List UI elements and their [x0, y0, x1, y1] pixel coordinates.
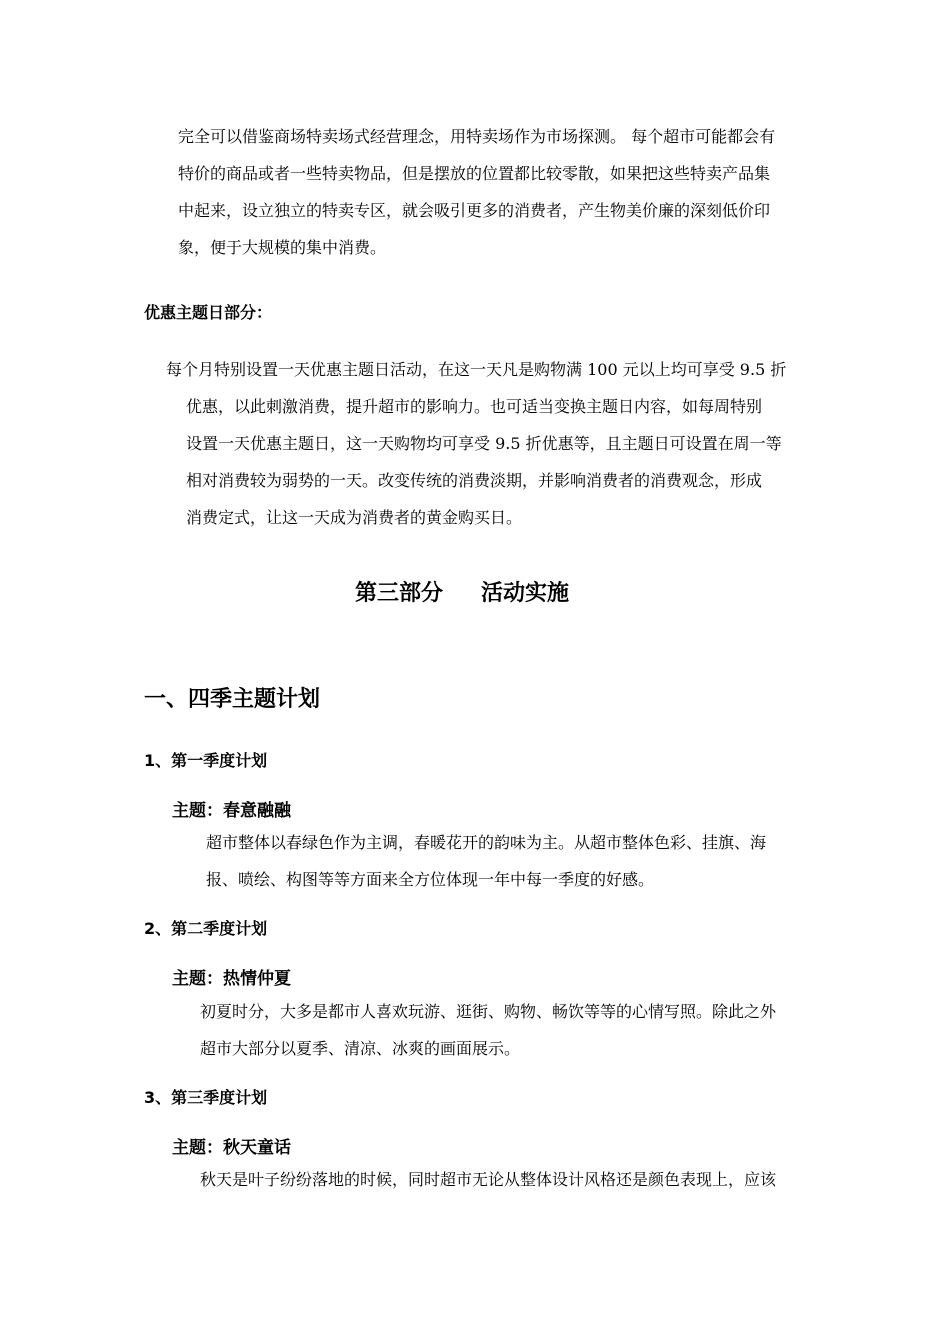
- text-line: 象，便于大规模的集中消费。: [178, 238, 387, 257]
- text-line: 超市整体以春绿色作为主调，春暖花开的韵味为主。从超市整体色彩、挂旗、海: [206, 833, 767, 852]
- q3-paragraph: [200, 1161, 806, 1198]
- q2-paragraph: [200, 993, 806, 1067]
- text-line: 报、喷绘、构图等等方面来全方位体现一年中每一季度的好感。: [206, 870, 655, 889]
- discount-paragraph: [166, 351, 806, 536]
- part-title: [355, 576, 569, 607]
- theme-heading: 主题：热情仲夏: [172, 969, 291, 989]
- intro-paragraph: [178, 118, 806, 266]
- text-line: 秋天是叶子纷纷落地的时候，同时超市无论从整体设计风格还是颜色表现上，应该: [200, 1170, 777, 1189]
- theme-heading: 主题：秋天童话: [172, 1138, 291, 1158]
- text-line: 特价的商品或者一些特卖物品，但是摆放的位置都比较零散，如果把这些特卖产品集: [178, 164, 771, 183]
- text-line: 完全可以借鉴商场特卖场式经营理念，用特卖场作为市场探测。 每个超市可能都会有: [178, 127, 776, 146]
- text-line: 消费定式，让这一天成为消费者的黄金购买日。: [186, 508, 523, 527]
- quarter-heading: 2、第二季度计划: [144, 919, 268, 938]
- part-title-name: 活动实施: [481, 581, 570, 606]
- text-line: 中起来，设立独立的特卖专区，就会吸引更多的消费者，产生物美价廉的深刻低价印: [178, 201, 771, 220]
- theme-heading: 主题：春意融融: [172, 801, 291, 821]
- quarter-heading: 3、第三季度计划: [144, 1088, 268, 1107]
- q1-paragraph: [206, 824, 806, 898]
- text-line: 相对消费较为弱势的一天。改变传统的消费淡期，并影响消费者的消费观念，形成: [186, 471, 763, 490]
- text-line: 设置一天优惠主题日，这一天购物均可享受 9.5 折优惠等，且主题日可设置在周一等: [186, 434, 782, 453]
- text-line: 初夏时分，大多是都市人喜欢玩游、逛街、购物、畅饮等等的心情写照。除此之外: [200, 1002, 777, 1021]
- text-line: 优惠，以此刺激消费，提升超市的影响力。也可适当变换主题日内容，如每周特别: [186, 397, 763, 416]
- quarter-heading: 1、第一季度计划: [144, 751, 268, 770]
- text-line: 每个月特别设置一天优惠主题日活动，在这一天凡是购物满 100 元以上均可享受 9.5 折: [166, 360, 787, 379]
- text-line: 超市大部分以夏季、清凉、冰爽的画面展示。: [200, 1039, 521, 1058]
- part-title-number: 第三部分: [355, 581, 444, 606]
- discount-section-heading: 优惠主题日部分：: [144, 303, 273, 322]
- section-heading: 一、四季主题计划: [144, 687, 321, 712]
